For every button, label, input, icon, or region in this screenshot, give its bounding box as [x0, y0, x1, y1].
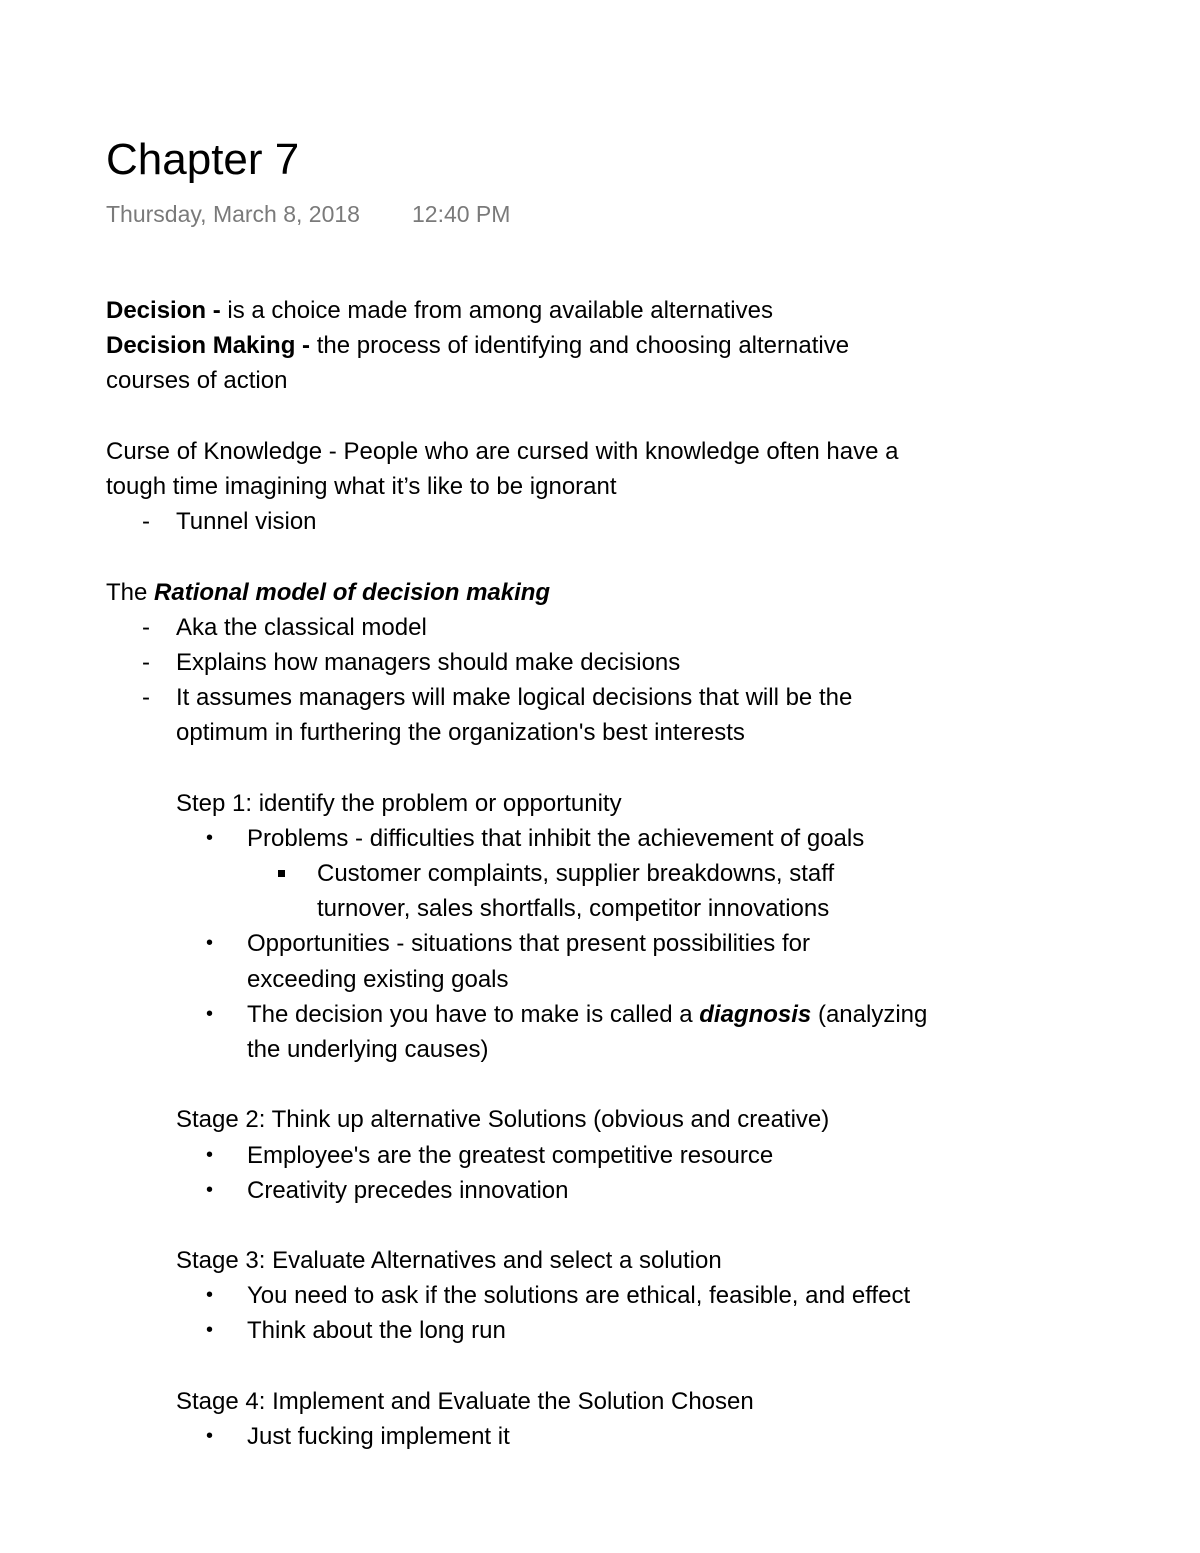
list-item: • Creativity precedes innovation	[106, 1173, 1006, 1208]
note-body	[106, 293, 1006, 1450]
definition-decision	[106, 293, 1006, 328]
diagnosis-term: diagnosis	[699, 1000, 812, 1028]
page-datetime	[106, 198, 510, 230]
dash-bullet: -	[142, 648, 150, 676]
dot-bullet: •	[206, 932, 214, 955]
list-item: • The decision you have to make is called a diagnosis (analyzing	[106, 997, 1006, 1032]
dash-bullet: -	[142, 613, 150, 641]
square-bullet-icon	[278, 870, 285, 877]
list-item-clipped: • Just fucking implement it	[106, 1419, 1006, 1433]
rational-heading: The Rational model of decision making	[106, 578, 551, 606]
page-time: 12:40 PM	[411, 201, 511, 227]
step1-heading: Step 1: identify the problem or opportunity	[176, 789, 622, 817]
dot-bullet: •	[206, 1284, 214, 1307]
page-date: Thursday, March 8, 2018	[106, 201, 360, 227]
list-item: - Aka the classical model	[106, 610, 1006, 645]
list-item: • Employee's are the greatest competitive resource	[106, 1138, 1006, 1173]
list-item: • You need to ask if the solutions are ethical, feasible, and effect	[106, 1278, 1006, 1313]
term: Decision -	[106, 297, 221, 324]
list-item: • Opportunities - situations that present possibilities for	[106, 926, 1006, 961]
rational-emph: Rational model of decision making	[154, 578, 551, 606]
list-item-continuation: exceeding existing goals	[247, 965, 509, 993]
stage4-heading: Stage 4: Implement and Evaluate the Solution Chosen	[176, 1387, 754, 1415]
list-item: • Problems - difficulties that inhibit the achievement of goals	[106, 821, 1006, 856]
stage3-heading: Stage 3: Evaluate Alternatives and select a solution	[176, 1247, 722, 1275]
stage2-heading: Stage 2: Think up alternative Solutions (obvious and creative)	[176, 1106, 830, 1134]
dot-bullet: •	[206, 1178, 214, 1201]
dot-bullet: •	[206, 826, 214, 849]
curse-line-2: tough time imagining what it’s like to be ignorant	[106, 472, 617, 500]
sub-list-item-continuation: turnover, sales shortfalls, competitor innovations	[317, 895, 830, 923]
dot-bullet: •	[206, 1143, 214, 1166]
dot-bullet: •	[206, 1002, 214, 1025]
page-title: Chapter 7	[106, 135, 300, 184]
definition-text: is a choice made from among available alternatives	[220, 297, 773, 324]
definition-continuation: courses of action	[106, 367, 288, 395]
dash-bullet: -	[142, 508, 150, 536]
curse-line-1: Curse of Knowledge - People who are cursed with knowledge often have a	[106, 437, 899, 465]
dot-bullet: •	[206, 1425, 214, 1447]
definition-decision-making	[106, 328, 1006, 363]
term: Decision Making -	[106, 332, 311, 360]
list-item: - Tunnel vision	[106, 504, 1006, 539]
definition-text: the process of identifying and choosing alternative	[310, 332, 850, 360]
list-item: • Think about the long run	[106, 1313, 1006, 1348]
list-item: - It assumes managers will make logical decisions that will be the	[106, 680, 1006, 715]
sub-list-item: Customer complaints, supplier breakdowns, staff	[106, 856, 1006, 891]
list-item-continuation: optimum in furthering the organization's best interests	[176, 719, 745, 747]
list-item-continuation: the underlying causes)	[247, 1035, 489, 1063]
list-item: - Explains how managers should make decisions	[106, 645, 1006, 680]
dot-bullet: •	[206, 1319, 214, 1342]
dash-bullet: -	[142, 684, 150, 712]
